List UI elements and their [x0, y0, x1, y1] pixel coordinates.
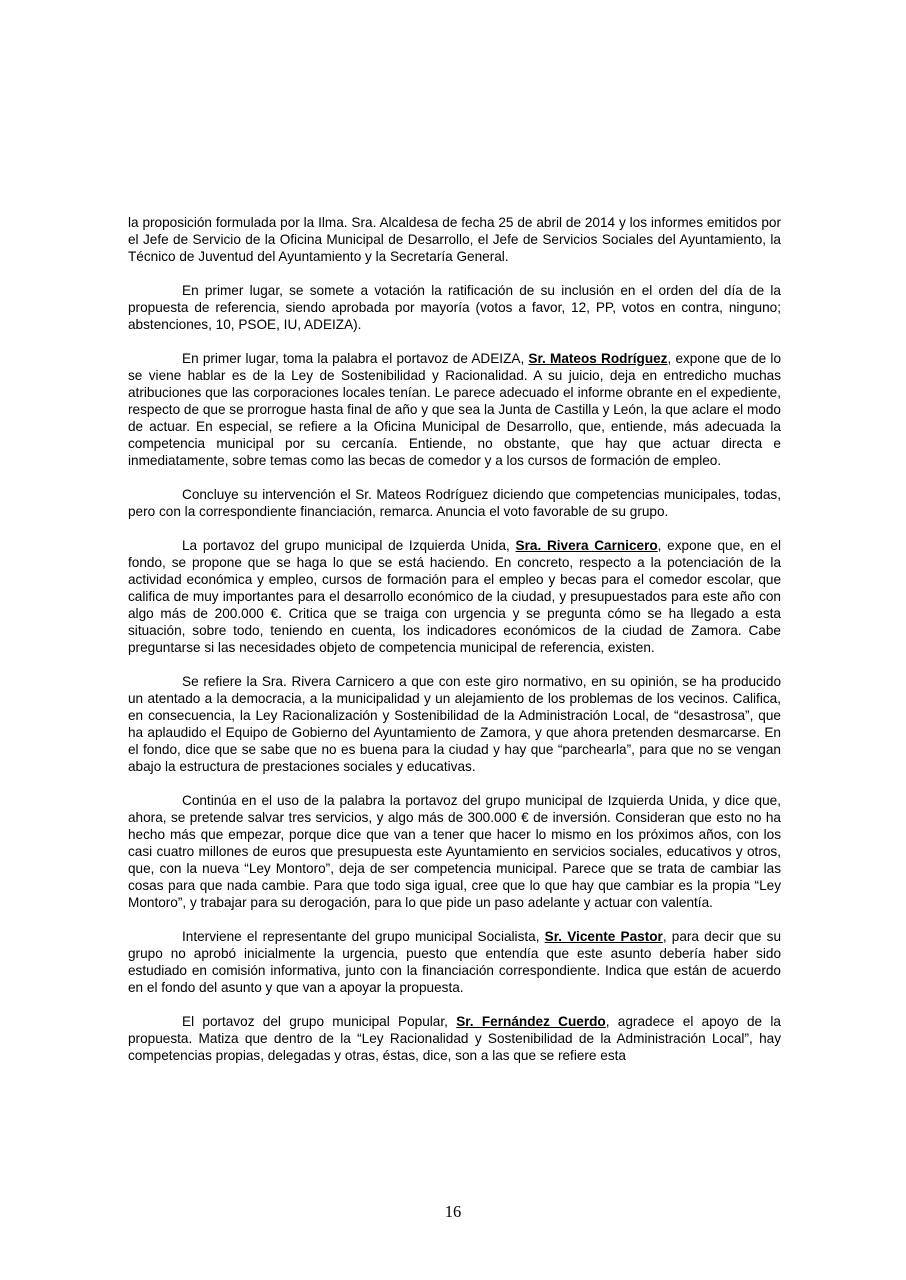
- paragraph-text: la proposición formulada por la Ilma. Sra. Alcaldesa de fecha 25 de abril de 2014 y los informes emitidos por el Jefe de Servicio de la Oficina Municipal de Desarrollo, el Jefe de Servicios Sociales del Ayuntamiento, la Técnico de Juventud del Ayuntamiento y la Secretaría General.: [128, 215, 781, 264]
- paragraph-text: , para decir que su grupo no aprobó inicialmente la urgencia, puesto que entendía que este asunto debería haber sido estudiado en comisión informativa, junto con la financiación correspondiente. Indica que están de acuerdo en el fondo del asunto y que van a apoyar la propuesta.: [128, 929, 782, 995]
- paragraph-text: Continúa en el uso de la palabra la portavoz del grupo municipal de Izquierda Unida, y dice que, ahora, se pretende salvar tres servicios, y algo más de 300.000 € de inversión. Consideran que esto no ha hecho más que empezar, porque dice que van a tener que hacer lo mismo en los próximos años, con los casi cuatro millones de euros que presupuesta este Ayuntamiento en servicios sociales, educativos y otros, que, con la nueva “Ley Montoro”, deja de ser competencia municipal. Parece que se trata de cambiar las cosas para que nada cambie. Para que todo siga igual, cree que lo que hay que cambiar es la propia “Ley Montoro”, y trabajar para su derogación, para lo que pide un paso adelante y actuar con valentía.: [128, 793, 781, 910]
- paragraph-text: Se refiere la Sra. Rivera Carnicero a que con este giro normativo, en su opinión, se ha producido un atentado a la democracia, a la municipalidad y un alejamiento de los problemas de los vecinos. Califica, en consecuencia, la Ley Racionalización y Sostenibilidad de la Administración Local, de “desastrosa”, que ha aplaudido el Equipo de Gobierno del Ayuntamiento de Zamora, y que ahora pretenden desmarcarse. En el fondo, dice que se sabe que no es buena para la ciudad y hay que “parchearla”, para que no se vengan abajo la estructura de prestaciones sociales y educativas.: [128, 674, 781, 774]
- speaker-name-fernandez-cuerdo: Sr. Fernández Cuerdo: [456, 1014, 606, 1029]
- paragraph-text: En primer lugar, toma la palabra el portavoz de ADEIZA,: [182, 351, 529, 366]
- paragraph-text: , agradece el apoyo de la propuesta. Matiza que dentro de la “Ley Racionalidad y Sostenibilidad de la Administración Local”, hay competencias propias, delegadas y otras, éstas, dice, son a las que se refiere esta: [128, 1014, 781, 1063]
- paragraph-intro-continuation: [128, 214, 781, 265]
- paragraph-text: Interviene el representante del grupo municipal Socialista,: [182, 929, 545, 944]
- paragraph-izquierda-unida-rivera: [128, 537, 781, 656]
- paragraph-rivera-giro-normativo: [128, 673, 781, 775]
- paragraph-votacion: [128, 282, 781, 333]
- paragraph-text: , expone que, en el fondo, se propone que se haga lo que se está haciendo. En concreto, respecto a la potenciación de la actividad económica y empleo, cursos de formación para el empleo y becas para el comedor escolar, que califica de muy importantes para el desarrollo económico de la ciudad, y presupuestados para este año con algo más de 200.000 €. Critica que se traiga con urgencia y se pregunta cómo se ha llegado a esta situación, sobre todo, teniendo en cuenta, los indicadores económicos de la ciudad de Zamora. Cabe preguntarse si las necesidades objeto de competencia municipal de referencia, existen.: [128, 538, 782, 655]
- speaker-name-mateos-rodriguez: Sr. Mateos Rodríguez: [528, 351, 668, 366]
- paragraph-text: El portavoz del grupo municipal Popular,: [182, 1014, 457, 1029]
- page-content: [128, 214, 781, 1081]
- speaker-name-rivera-carnicero: Sra. Rivera Carnicero: [515, 538, 658, 553]
- paragraph-text: La portavoz del grupo municipal de Izquierda Unida,: [182, 538, 516, 553]
- speaker-name-vicente-pastor: Sr. Vicente Pastor: [544, 929, 663, 944]
- page-number: 16: [444, 1202, 462, 1221]
- paragraph-socialista-vicente-pastor: [128, 928, 781, 996]
- paragraph-text: Concluye su intervención el Sr. Mateos Rodríguez diciendo que competencias municipales, todas, pero con la correspondiente financiación, remarca. Anuncia el voto favorable de su grupo.: [128, 487, 781, 519]
- paragraph-popular-fernandez-cuerdo: [128, 1013, 781, 1064]
- paragraph-text: , expone que de lo se viene hablar es de la Ley de Sostenibilidad y Racionalidad. A su juicio, deja en entredicho muchas atribuciones que las corporaciones locales tenían. Le parece adecuado el informe obrante en el expediente, respecto de que se prorrogue hasta final de año y que sea la Junta de Castilla y León, la que aclare el modo de actuar. En especial, se refiere a la Oficina Municipal de Desarrollo, que, entiende, más adecuada la competencia municipal por su cercanía. Entiende, no obstante, que hay que actuar directa e inmediatamente, sobre temas como las becas de comedor y a los cursos de formación de empleo.: [128, 351, 781, 468]
- paragraph-continua-izquierda-unida: [128, 792, 781, 911]
- paragraph-concluye-mateos: [128, 486, 781, 520]
- paragraph-adeiza-mateos: [128, 350, 781, 469]
- paragraph-text: En primer lugar, se somete a votación la ratificación de su inclusión en el orden del día de la propuesta de referencia, siendo aprobada por mayoría (votos a favor, 12, PP, votos en contra, ninguno; abstenciones, 10, PSOE, IU, ADEIZA).: [128, 283, 781, 332]
